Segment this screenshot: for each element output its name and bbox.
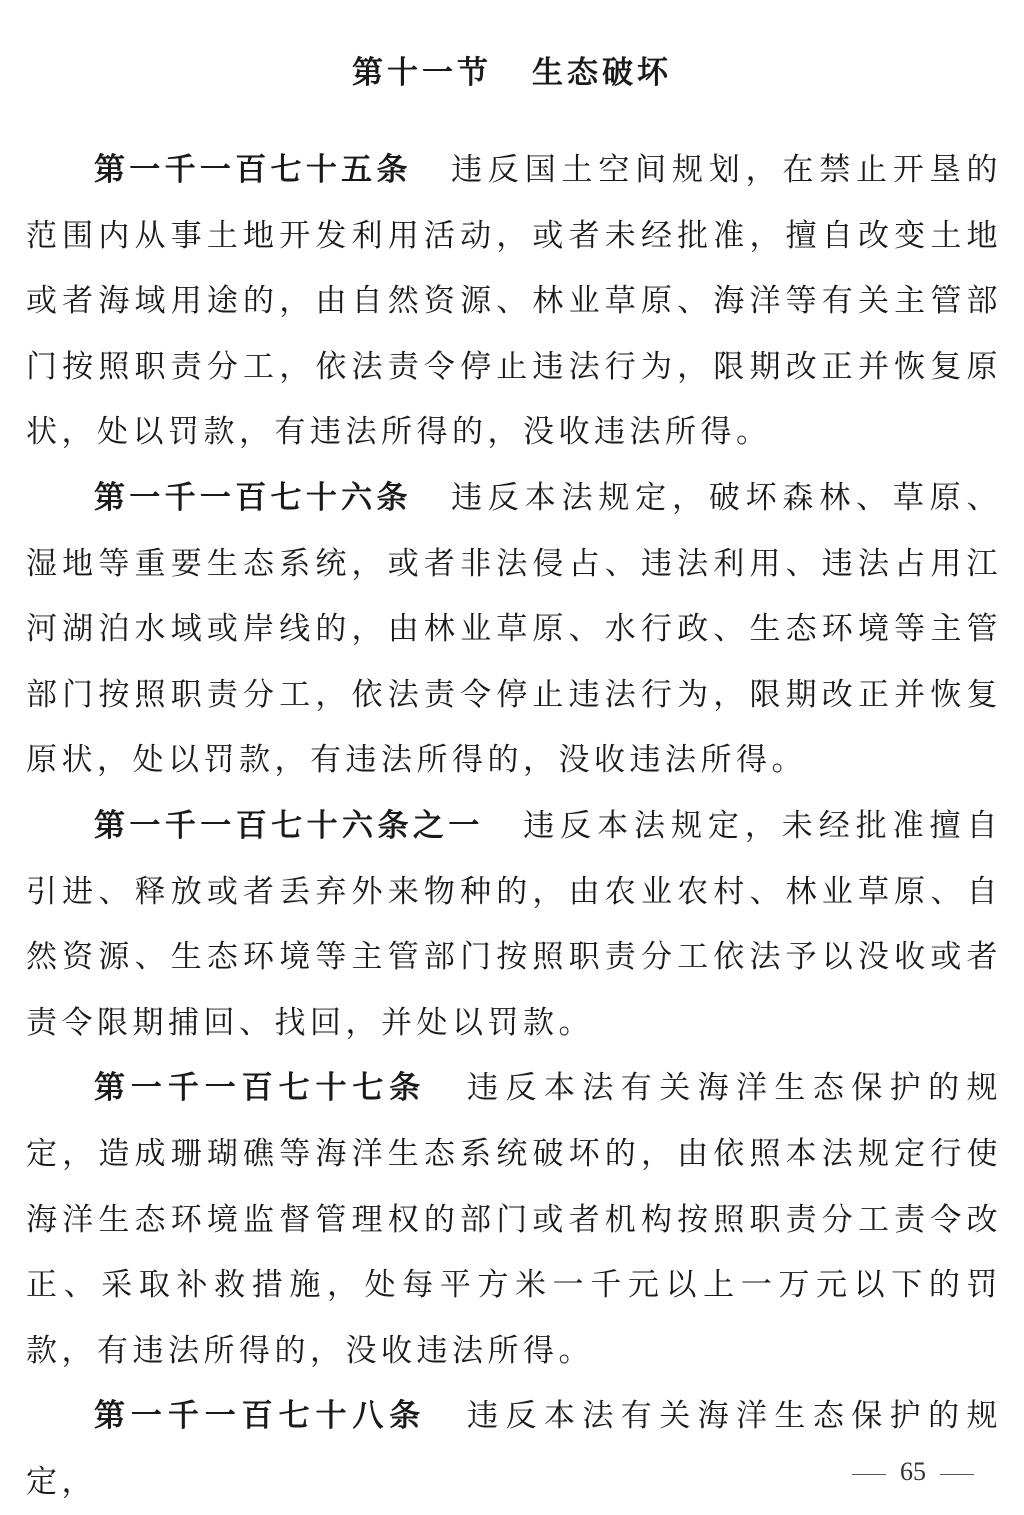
footer-dash-left (852, 1474, 886, 1475)
article-number: 第一千一百七十七条 (94, 1070, 427, 1107)
section-title: 生态破坏 (532, 55, 672, 91)
article-number: 第一千一百七十八条 (94, 1398, 427, 1435)
footer-dash-right (940, 1474, 974, 1475)
article-paragraph (26, 1056, 1002, 1384)
article-number: 第一千一百七十六条之一 (94, 807, 484, 844)
section-number: 第十一节 (352, 55, 492, 91)
document-body (26, 138, 1002, 1515)
article-text: 违反本法规定，未经批准擅自引进、释放或者丢弃外来物种的，由农业农村、林业草原、自然资源、生态环境等主管部门按照职责分工依法予以没收或者责令限期捕回、找回，并处以罚款。 (26, 807, 1002, 1041)
article-text: 违反本法有关海洋生态保护的规定， (26, 1398, 1002, 1500)
page-number: 65 (900, 1457, 926, 1486)
article-number: 第一千一百七十五条 (94, 152, 412, 188)
page-footer (838, 1452, 988, 1492)
article-text: 违反本法有关海洋生态保护的规定，造成珊瑚礁等海洋生态系统破坏的，由依照本法规定行使海洋生态环境监督管理权的部门或者机构按照职责分工责令改正、采取补救措施，处每平方米一千元以上一万元以下的罚款，有违法所得的，没收违法所得。 (26, 1070, 1002, 1369)
article-paragraph (26, 794, 1002, 1056)
article-text: 违反国土空间规划，在禁止开垦的范围内从事土地开发利用活动，或者未经批准，擅自改变土地或者海域用途的，由自然资源、林业草原、海洋等有关主管部门按照职责分工，依法责令停止违法行为，限期改正并恢复原状，处以罚款，有违法所得的，没收违法所得。 (26, 152, 1002, 451)
article-text: 违反本法规定，破坏森林、草原、湿地等重要生态系统，或者非法侵占、违法利用、违法占用江河湖泊水域或岸线的，由林业草原、水行政、生态环境等主管部门按照职责分工，依法责令停止违法行为，限期改正并恢复原状，处以罚款，有违法所得的，没收违法所得。 (26, 479, 1002, 779)
article-paragraph (26, 1384, 1002, 1515)
article-number: 第一千一百七十六条 (94, 479, 412, 516)
article-paragraph (26, 138, 1002, 466)
section-heading (0, 46, 1024, 100)
article-paragraph (26, 466, 1002, 794)
